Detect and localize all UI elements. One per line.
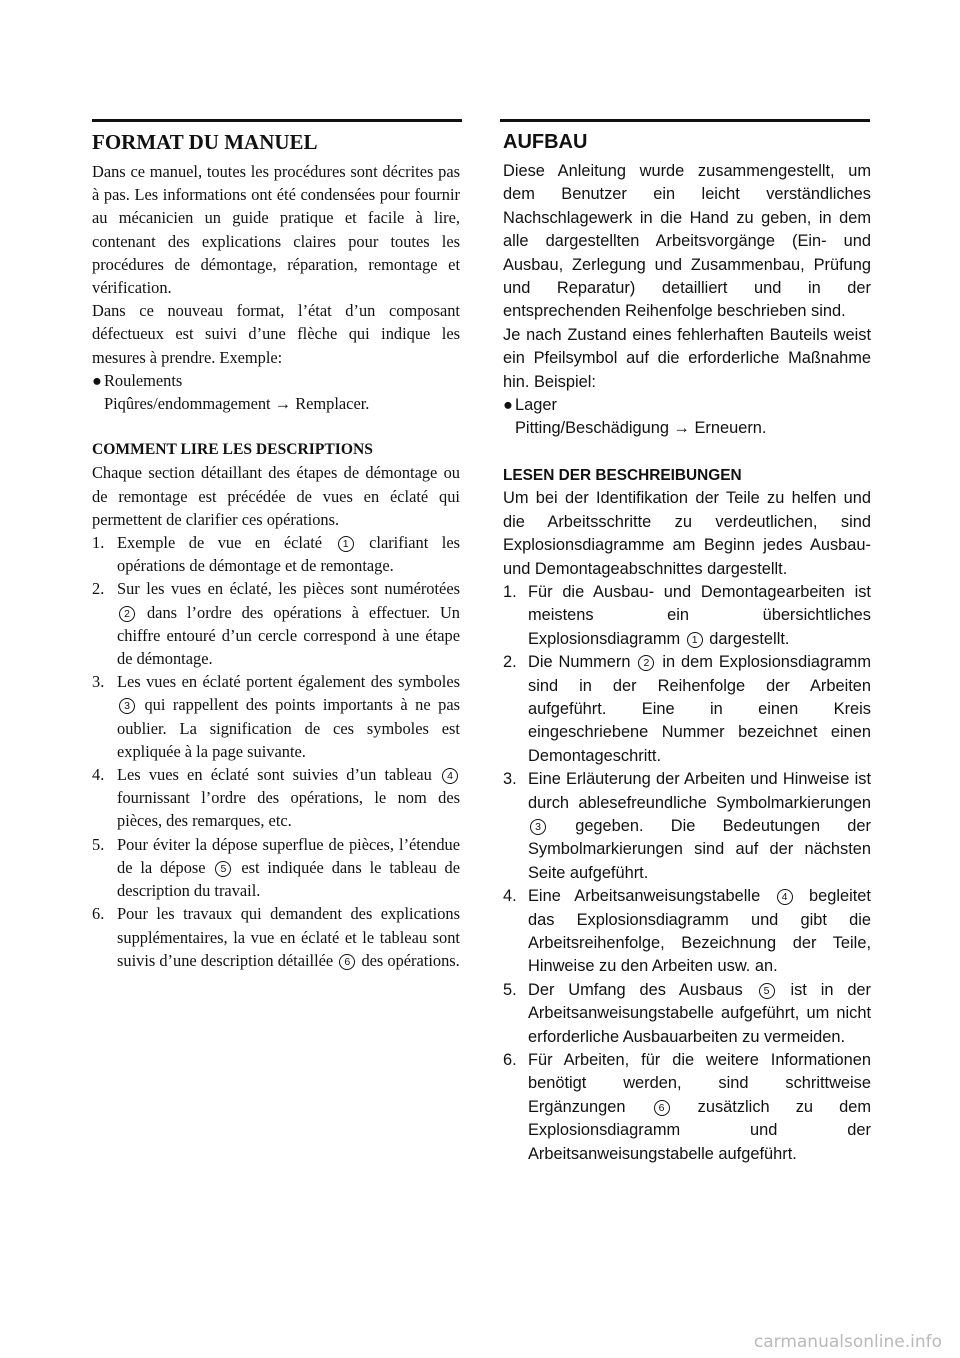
list-item <box>92 577 460 670</box>
german-intro-paragraph-2: Je nach Zustand eines fehlerhaften Bauteils weist ein Pfeilsymbol auf die erforderliche Maßnahme hin. Beispiel: <box>503 325 871 391</box>
step-number: 6. <box>503 1051 517 1070</box>
step-text: Für Arbeiten, für die weitere Informationen benötigt werden, sind schrittweise Ergänzungen <box>528 1051 871 1116</box>
step-number: 4. <box>92 765 105 785</box>
step-text: des opérations. <box>361 950 460 970</box>
list-item <box>92 531 460 577</box>
step-text: clarifiant les opérations de démontage et de remontage. <box>117 533 460 576</box>
circled-number-marker: 4 <box>777 889 793 905</box>
step-text: Eine Arbeitsanweisungstabelle <box>528 887 761 906</box>
french-title: FORMAT DU MANUEL <box>92 130 318 154</box>
step-text: ist in der Arbeitsanweisungstabelle aufgeführt, um nicht erforderliche Ausbauarbeiten zu vermeiden. <box>528 980 872 1046</box>
circled-number-marker: 1 <box>687 632 703 648</box>
step-text: Eine Erläuterung der Arbeiten und Hinweise ist durch ablesefreundliche Symbolmarkierungen <box>528 770 871 812</box>
step-text: Die Nummern <box>528 653 631 672</box>
step-number: 1. <box>503 582 517 601</box>
circled-number-marker: 1 <box>338 536 354 552</box>
circled-number-marker: 6 <box>339 954 355 970</box>
circled-number-marker: 3 <box>119 698 135 714</box>
step-number: 5. <box>92 834 105 854</box>
step-number: 6. <box>92 904 105 924</box>
step-text: Les vues en éclaté portent également des symboles <box>117 672 460 692</box>
german-intro-paragraph: Diese Anleitung wurde zusammengestellt, um dem Benutzer ein leicht verständliches Nachschlagewerk in die Hand zu geben, in dem alle dargestellten Arbeitsvorgänge (Ein- und Ausbau, Zerlegung und Zusammenbau, Prüfung und Reparatur) detailliert und in der entsprechenden Reihenfolge beschrieben sind. <box>503 162 871 321</box>
list-item <box>92 670 460 763</box>
french-subtitle: COMMENT LIRE LES DESCRIPTIONS <box>92 441 373 459</box>
list-item <box>92 833 460 903</box>
german-column <box>503 128 871 1166</box>
bullet-dot-icon: ● <box>503 396 513 415</box>
step-text: est indiquée dans le tableau de description du travail. <box>117 857 460 901</box>
bullet-item: Lager <box>515 396 557 415</box>
step-number: 4. <box>503 887 517 906</box>
french-intro-paragraph-2: Dans ce nouveau format, l’état d’un composant défectueux est suivi d’une flèche qui indique les mesures à prendre. Exemple: <box>92 301 460 367</box>
step-text: Für die Ausbau- und Demontagearbeiten ist meistens ein übersichtliches Explosionsdiagramm <box>528 582 871 648</box>
step-text: begleitet das Explosionsdiagramm und gibt die Arbeitsreihenfolge, Bezeichnung der Teile, Hinweise zu den Arbeiten usw. an. <box>528 887 871 976</box>
left-column-rule <box>92 119 462 122</box>
step-text: zusätzlich zu dem Explosionsdiagramm und der Arbeitsanweisungstabelle aufgeführt. <box>528 1097 871 1163</box>
list-item <box>503 651 871 768</box>
circled-number-marker: 6 <box>654 1100 670 1116</box>
circled-number-marker: 2 <box>638 655 654 671</box>
step-text: Der Umfang des Ausbaus <box>528 980 743 999</box>
german-title: AUFBAU <box>503 131 588 153</box>
watermark: carmanualsonline.info <box>753 1332 942 1352</box>
bullet-detail: Pitting/Beschädigung → Erneuern. <box>515 419 767 438</box>
step-text: Sur les vues en éclaté, les pièces sont numérotées <box>117 579 460 599</box>
french-example-bullet <box>92 369 460 415</box>
list-item <box>92 763 460 833</box>
circled-number-marker: 3 <box>530 819 546 835</box>
step-text: fournissant l’ordre des opérations, le nom des pièces, des remarques, etc. <box>117 788 460 831</box>
step-number: 3. <box>92 672 105 692</box>
step-text: qui rappellent des points importants à ne pas oublier. La signification de ces symboles est expliquée à la page suivante. <box>117 695 460 761</box>
circled-number-marker: 5 <box>759 983 775 999</box>
german-subtitle: LESEN DER BESCHREIBUNGEN <box>503 466 742 484</box>
step-number: 2. <box>92 579 105 599</box>
step-text: Les vues en éclaté sont suivies d’un tableau <box>117 765 432 785</box>
step-text: gegeben. Die Bedeutungen der Symbolmarkierungen sind auf der nächsten Seite aufgeführt. <box>528 816 871 882</box>
circled-number-marker: 5 <box>215 861 231 877</box>
german-section-intro: Um bei der Identifikation der Teile zu helfen und die Arbeitsschritte zu verdeutlichen, sind Explosionsdiagramme am Beginn jedes Ausbau- und Demontageabschnittes dargestellt. <box>503 489 871 578</box>
step-number: 1. <box>92 533 105 553</box>
list-item <box>92 902 460 972</box>
step-number: 3. <box>503 770 517 789</box>
step-text: Pour les travaux qui demandent des explications supplémentaires, la vue en éclaté et le tableau sont suivis d’une description détaillée <box>117 904 460 970</box>
step-text: dans l’ordre des opérations à effectuer. Un chiffre entouré d’un cercle correspond à une étape de démontage. <box>117 602 460 669</box>
list-item <box>503 885 871 979</box>
french-steps-list <box>92 531 460 972</box>
list-item <box>503 1049 871 1166</box>
list-item <box>503 979 871 1049</box>
list-item <box>503 768 871 885</box>
french-column <box>92 128 460 972</box>
bullet-item: Roulements <box>104 370 183 390</box>
step-number: 2. <box>503 653 517 672</box>
list-item <box>503 581 871 651</box>
french-intro-paragraph: Dans ce manuel, toutes les procédures sont décrites pas à pas. Les informations ont été condensées pour fournir au mécanicien un guide pratique et facile à lire, contenant des explications claires pour toutes les procédures de démontage, réparation, remontage et vérification. <box>92 162 460 298</box>
step-number: 5. <box>503 980 517 999</box>
step-text: in dem Explosionsdiagramm sind in der Reihenfolge der Arbeiten aufgeführt. Eine in einen Kreis eingeschriebene Nummer bezeichnet einen Demontageschritt. <box>528 653 871 765</box>
right-column-rule <box>500 119 870 122</box>
bullet-dot-icon: ● <box>92 370 102 390</box>
german-example-bullet <box>503 394 871 441</box>
circled-number-marker: 2 <box>119 606 135 622</box>
german-steps-list <box>503 581 871 1166</box>
circled-number-marker: 4 <box>442 768 458 784</box>
bullet-detail: Piqûres/endommagement → Remplacer. <box>104 394 370 414</box>
step-text: Exemple de vue en éclaté <box>117 533 323 553</box>
step-text: Pour éviter la dépose superflue de pièces, l’étendue de la dépose <box>117 834 460 877</box>
step-text: dargestellt. <box>709 629 790 648</box>
french-section-intro: Chaque section détaillant des étapes de démontage ou de remontage est précédée de vues en éclaté qui permettent de clarifier ces opérations. <box>92 463 460 529</box>
